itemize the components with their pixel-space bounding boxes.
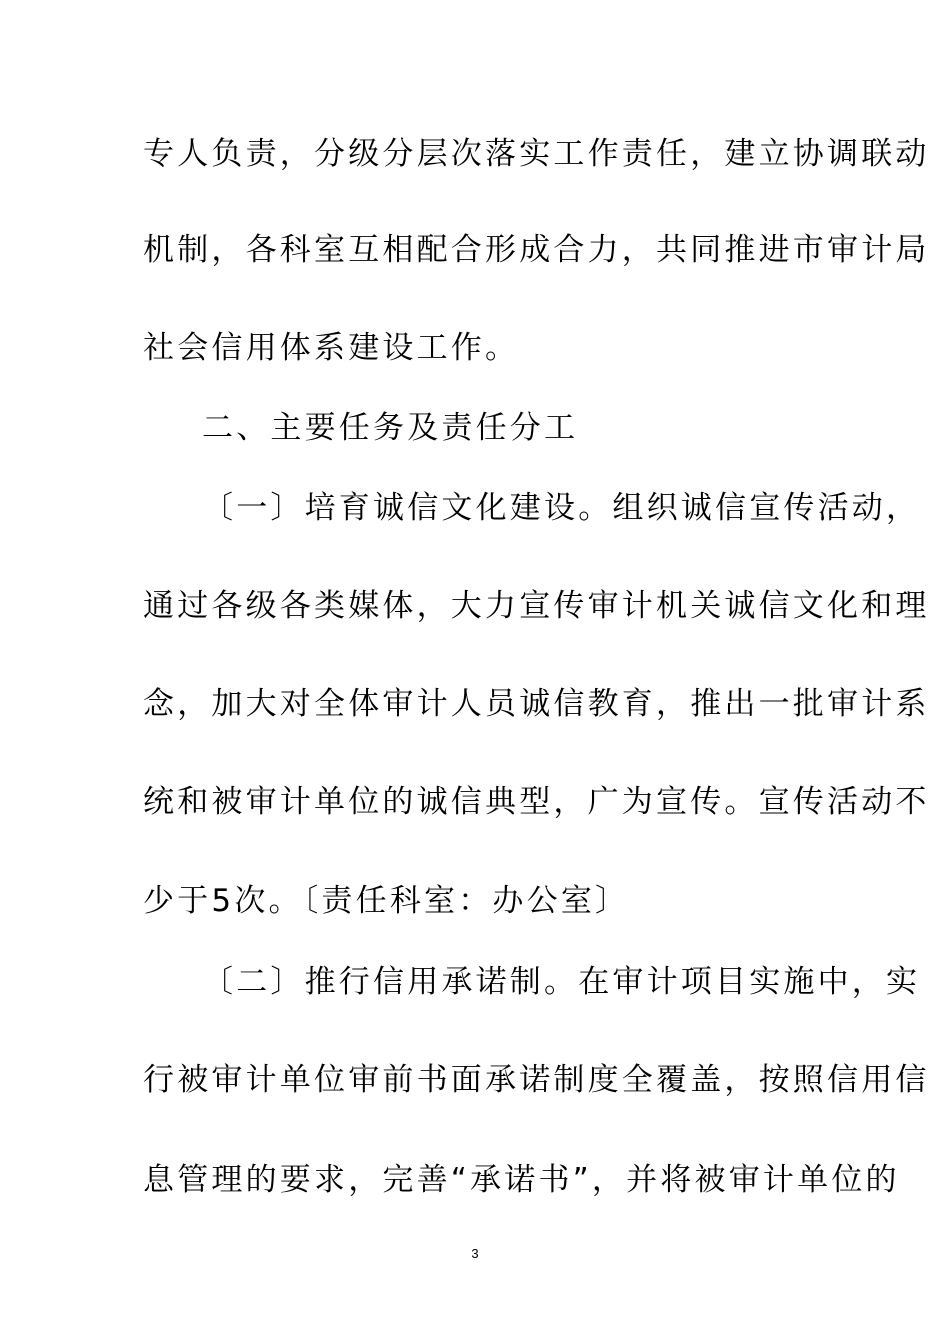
text-line: 机制，各科室互相配合形成合力，共同推进市审计局 bbox=[143, 232, 930, 268]
text-line: 统和被审计单位的诚信典型，广为宣传。宣传活动不 bbox=[143, 784, 930, 820]
text-line: 〔二〕推行信用承诺制。在审计项目实施中，实 bbox=[202, 964, 921, 1000]
text-line: 念，加大对全体审计人员诚信教育，推出一批审计系 bbox=[143, 686, 930, 722]
text-line: 社会信用体系建设工作。 bbox=[143, 330, 520, 366]
text-line: 〔一〕培育诚信文化建设。组织诚信宣传活动， bbox=[202, 490, 921, 526]
section-heading: 二、主要任务及责任分工 bbox=[202, 410, 579, 446]
text-line: 专人负责，分级分层次落实工作责任，建立协调联动 bbox=[143, 136, 930, 172]
page-number: 3 bbox=[471, 1246, 479, 1261]
text-line: 通过各级各类媒体，大力宣传审计机关诚信文化和理 bbox=[143, 588, 930, 624]
text-line: 行被审计单位审前书面承诺制度全覆盖，按照信用信 bbox=[143, 1062, 930, 1098]
text-line: 息管理的要求，完善“承诺书”，并将被审计单位的 bbox=[143, 1162, 900, 1198]
text-line: 少于5次。〔责任科室：办公室〕 bbox=[143, 883, 630, 919]
